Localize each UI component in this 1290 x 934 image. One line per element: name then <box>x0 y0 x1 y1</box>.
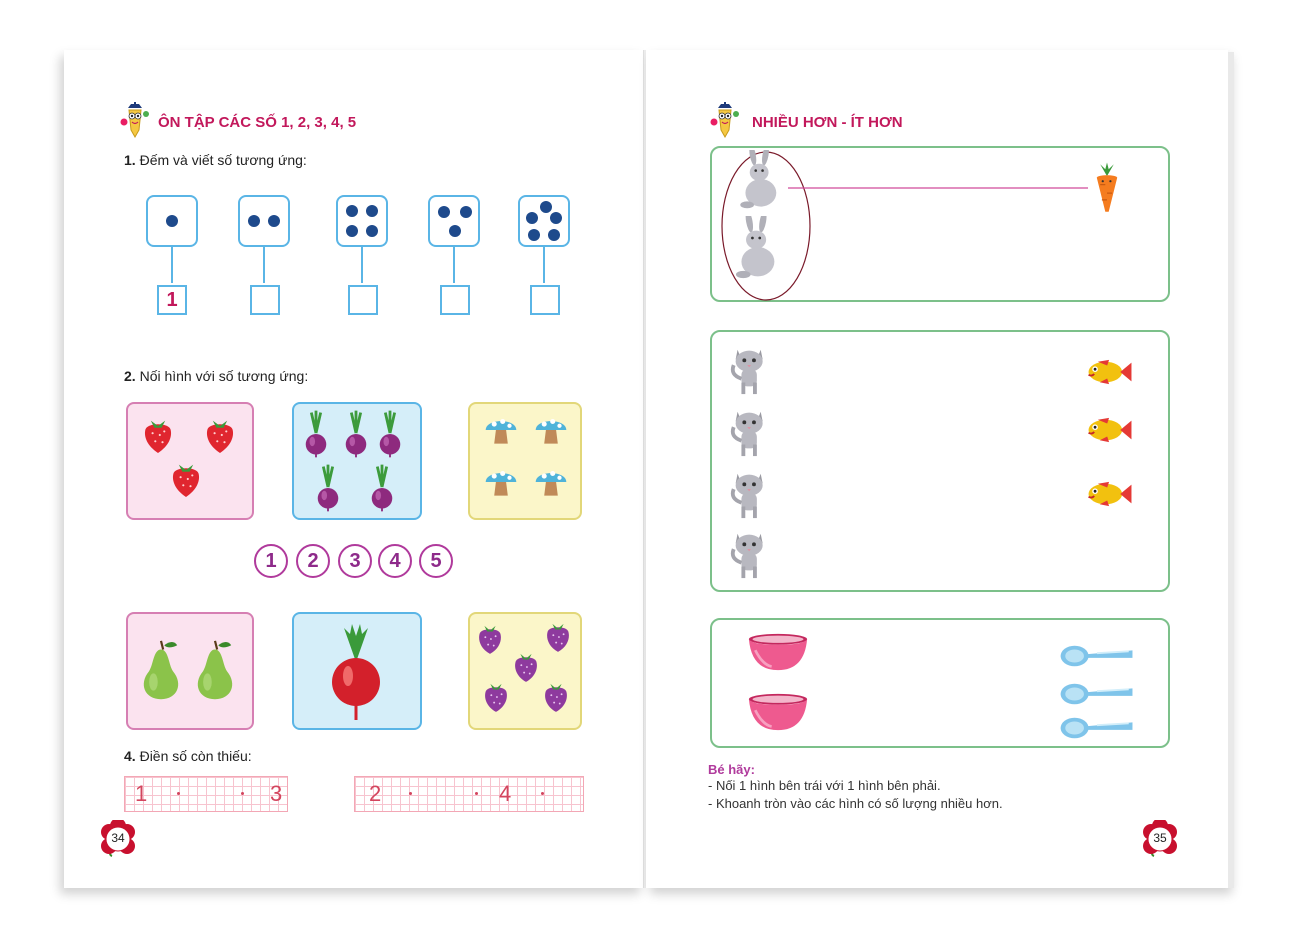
number-circle-2[interactable]: 2 <box>296 544 330 578</box>
connector <box>361 247 363 283</box>
book-spread <box>64 50 1228 888</box>
panel-rabbits-carrot <box>710 146 1170 302</box>
mushroom-icon <box>484 464 518 500</box>
berry-icon <box>512 650 540 684</box>
blank-dot <box>541 792 544 795</box>
cat-icon[interactable] <box>726 342 780 396</box>
berry-icon <box>482 680 510 714</box>
page-number-badge <box>1140 820 1180 858</box>
answer-box-4[interactable] <box>440 285 470 315</box>
connector <box>263 247 265 283</box>
onion-icon <box>342 410 370 458</box>
fish-icon[interactable] <box>1086 480 1134 508</box>
dice-two <box>238 195 290 247</box>
berry-icon <box>476 622 504 656</box>
page-number: 35 <box>1153 831 1167 845</box>
radish-icon <box>326 620 386 724</box>
page-title: NHIỀU HƠN - ÍT HƠN <box>752 114 903 131</box>
connecting-line <box>788 186 1088 192</box>
panel-cats-fish <box>710 330 1170 592</box>
question-text: Điền số còn thiếu: <box>139 748 252 764</box>
left-page <box>64 50 644 888</box>
answer-box-3[interactable] <box>348 285 378 315</box>
dice-five <box>518 195 570 247</box>
rabbit-icon[interactable] <box>734 216 780 280</box>
sequence-start: 1 <box>135 781 148 806</box>
sequence-end: 3 <box>270 781 283 806</box>
instructions <box>708 762 1128 813</box>
berry-icon <box>542 680 570 714</box>
blank-dot <box>475 792 478 795</box>
question-text: Đếm và viết số tương ứng: <box>139 152 307 168</box>
onion-icon <box>368 464 396 512</box>
berry-icon <box>544 620 572 654</box>
sequence-end: 4 <box>499 781 512 806</box>
spoon-icon[interactable] <box>1058 714 1136 742</box>
cat-icon[interactable] <box>726 404 780 458</box>
number-circle-4[interactable]: 4 <box>378 544 412 578</box>
card-radish[interactable] <box>292 612 422 730</box>
page-number-badge <box>98 820 138 858</box>
bowl-icon[interactable] <box>746 632 810 672</box>
page-edge <box>1228 52 1234 888</box>
blank-dot <box>177 792 180 795</box>
answer-box-2[interactable] <box>250 285 280 315</box>
mascot-icon <box>120 102 150 138</box>
card-pears[interactable] <box>126 612 254 730</box>
instruction-line: - Nối 1 hình bên trái với 1 hình bên phải. <box>708 778 941 793</box>
spoon-icon[interactable] <box>1058 680 1136 708</box>
cat-icon[interactable] <box>726 466 780 520</box>
answer-box-1[interactable]: 1 <box>157 285 187 315</box>
question-number: 2. <box>124 368 136 384</box>
instructions-heading: Bé hãy: <box>708 762 755 777</box>
pear-icon <box>134 636 188 702</box>
bowl-icon[interactable] <box>746 692 810 732</box>
card-strawberries[interactable] <box>126 402 254 520</box>
connector <box>453 247 455 283</box>
page-number: 34 <box>111 831 125 845</box>
onion-icon <box>314 464 342 512</box>
instruction-line: - Khoanh tròn vào các hình có số lượng nhiều hơn. <box>708 796 1003 811</box>
right-page <box>646 50 1228 888</box>
question-4 <box>124 748 252 764</box>
sequence-grid-2[interactable] <box>354 776 584 812</box>
mushroom-icon <box>534 464 568 500</box>
dice-four <box>336 195 388 247</box>
card-onions[interactable] <box>292 402 422 520</box>
blank-dot <box>241 792 244 795</box>
strawberry-icon <box>168 458 204 500</box>
question-1 <box>124 152 307 168</box>
onion-icon <box>302 410 330 458</box>
card-mushrooms[interactable] <box>468 402 582 520</box>
blank-dot <box>409 792 412 795</box>
cat-icon[interactable] <box>726 526 780 580</box>
rabbit-icon[interactable] <box>738 150 782 210</box>
number-circle-5[interactable]: 5 <box>419 544 453 578</box>
connector <box>543 247 545 283</box>
carrot-icon[interactable] <box>1090 160 1124 216</box>
connector <box>171 247 173 283</box>
fish-icon[interactable] <box>1086 416 1134 444</box>
panel-bowls-spoons <box>710 618 1170 748</box>
mascot-icon <box>710 102 740 138</box>
card-berries[interactable] <box>468 612 582 730</box>
strawberry-icon <box>140 414 176 456</box>
answer-box-5[interactable] <box>530 285 560 315</box>
dice-one <box>146 195 198 247</box>
mushroom-icon <box>534 412 568 448</box>
number-circle-3[interactable]: 3 <box>338 544 372 578</box>
onion-icon <box>376 410 404 458</box>
question-2 <box>124 368 308 384</box>
question-number: 1. <box>124 152 136 168</box>
fish-icon[interactable] <box>1086 358 1134 386</box>
dice-three <box>428 195 480 247</box>
spoon-icon[interactable] <box>1058 642 1136 670</box>
sequence-grid-1[interactable] <box>124 776 288 812</box>
page-title: ÔN TẬP CÁC SỐ 1, 2, 3, 4, 5 <box>158 114 357 131</box>
sequence-start: 2 <box>369 781 382 806</box>
number-circle-1[interactable]: 1 <box>254 544 288 578</box>
mushroom-icon <box>484 412 518 448</box>
question-text: Nối hình với số tương ứng: <box>139 368 309 384</box>
question-number: 4. <box>124 748 136 764</box>
strawberry-icon <box>202 414 238 456</box>
pear-icon <box>188 636 242 702</box>
